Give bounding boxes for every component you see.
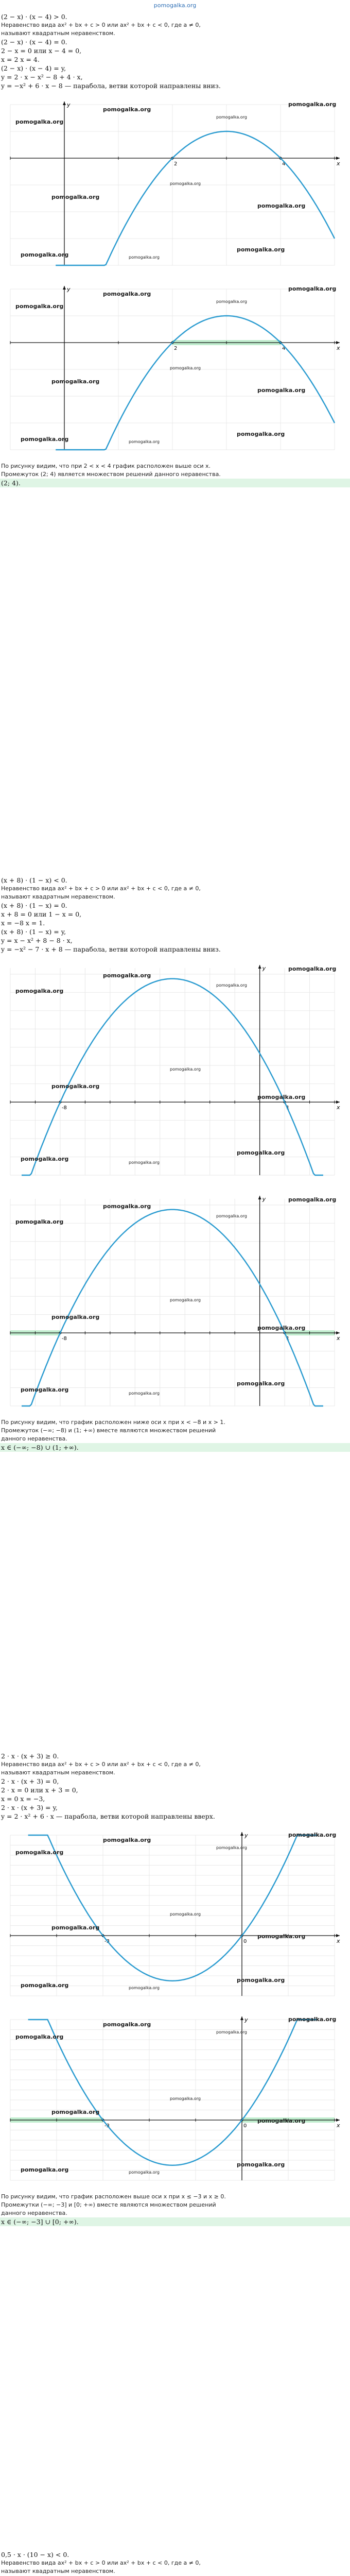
- watermark: pomogalka.org: [103, 1203, 151, 1210]
- parabola-graph: [0, 97, 350, 273]
- x-axis-arrow: [336, 2119, 340, 2122]
- root-label: 2: [174, 346, 178, 351]
- watermark: pomogalka.org: [288, 965, 337, 972]
- watermark: pomogalka.org: [170, 181, 201, 186]
- equation-line: называют квадратным неравенством.: [1, 1769, 115, 1776]
- root-label: -8: [61, 1336, 67, 1342]
- equation-line: x + 8 = 0 или 1 − x = 0,: [1, 910, 82, 918]
- equation-line: (x + 8) · (1 − x) < 0.: [1, 876, 67, 884]
- watermark: pomogalka.org: [21, 436, 69, 443]
- watermark: pomogalka.org: [51, 1083, 100, 1090]
- y-axis-label: y: [244, 2016, 248, 2023]
- answer-line: x ∈ (−∞; −8) ∪ (1; +∞).: [0, 1443, 350, 1452]
- watermark: pomogalka.org: [257, 2117, 306, 2124]
- y-axis-label: y: [67, 286, 71, 293]
- conclusion-line: Промежутки (−∞; −3] и [0; +∞) вместе являются множеством решений: [1, 2201, 216, 2208]
- x-axis-arrow: [336, 1331, 340, 1334]
- equation-line: y = −x² + 6 · x − 8 — парабола, ветви которой направлены вниз.: [1, 82, 221, 90]
- root-label: 2: [174, 161, 178, 167]
- watermark: pomogalka.org: [129, 1160, 160, 1165]
- answer-line: x ∈ (−∞; −3] ∪ [0; +∞).: [0, 2217, 350, 2226]
- equation-line: (2 − x) · (x − 4) = y,: [1, 64, 66, 72]
- watermark: pomogalka.org: [51, 378, 100, 385]
- conclusion-block: [0, 1418, 350, 1452]
- y-axis-arrow: [63, 101, 66, 105]
- watermark: pomogalka.org: [21, 1156, 69, 1162]
- watermark: pomogalka.org: [257, 202, 306, 209]
- watermark: pomogalka.org: [103, 1837, 151, 1843]
- root-label: -3: [104, 2123, 110, 2129]
- x-axis-arrow: [336, 157, 340, 160]
- conclusion-line: По рисунку видим, что график расположен выше оси x при x ≤ −3 и x ≥ 0.: [1, 2193, 226, 2200]
- watermark: pomogalka.org: [257, 387, 306, 394]
- watermark: pomogalka.org: [237, 246, 285, 253]
- watermark: pomogalka.org: [170, 1298, 201, 1302]
- equation-line: 2 − x = 0 или x − 4 = 0,: [1, 47, 82, 55]
- watermark: pomogalka.org: [216, 299, 247, 304]
- watermark: pomogalka.org: [129, 439, 160, 444]
- y-axis-arrow: [63, 286, 66, 290]
- equation-line: (x + 8) · (1 − x) = y,: [1, 928, 66, 936]
- equation-line: 2 · x = 0 или x + 3 = 0,: [1, 1786, 78, 1794]
- conclusion-line: данного неравенства.: [1, 2210, 67, 2216]
- parabola-graph: [0, 282, 350, 457]
- watermark: pomogalka.org: [51, 1314, 100, 1320]
- watermark: pomogalka.org: [257, 1933, 306, 1940]
- watermark: pomogalka.org: [216, 115, 247, 120]
- watermark: pomogalka.org: [216, 983, 247, 988]
- equation-line: x = 0 x = −3,: [1, 1795, 45, 1803]
- parabola-curve: [22, 979, 323, 1175]
- equation-line: y = 2 · x − x² − 8 + 4 · x,: [1, 73, 83, 81]
- watermark: pomogalka.org: [237, 1380, 285, 1387]
- conclusion-line: По рисунку видим, что при 2 < x < 4 график расположен выше оси x.: [1, 463, 211, 469]
- watermark: pomogalka.org: [15, 303, 64, 310]
- equation-line: x = −8 x = 1.: [1, 919, 45, 927]
- watermark: pomogalka.org: [21, 2166, 69, 2173]
- conclusion-line: Промежуток (−∞; −8) и (1; +∞) вместе являются множеством решений: [1, 1427, 216, 1434]
- watermark: pomogalka.org: [216, 2030, 247, 2035]
- x-axis-arrow: [336, 341, 340, 344]
- equation-line: (x + 8) · (1 − x) = 0.: [1, 902, 67, 909]
- watermark: pomogalka.org: [257, 1325, 306, 1331]
- site-title[interactable]: pomogalka.org: [153, 2, 197, 9]
- watermark: pomogalka.org: [15, 1849, 64, 1856]
- watermark: pomogalka.org: [216, 1214, 247, 1218]
- conclusion-line: Промежуток (2; 4) является множеством решений данного неравенства.: [1, 471, 221, 478]
- y-axis-arrow: [258, 1196, 261, 1199]
- watermark: pomogalka.org: [15, 1218, 64, 1225]
- watermark: pomogalka.org: [237, 1977, 285, 1984]
- conclusion-line: По рисунку видим, что график расположен ниже оси x при x < −8 и x > 1.: [1, 1419, 225, 1426]
- watermark: pomogalka.org: [51, 2109, 100, 2115]
- watermark: pomogalka.org: [15, 2033, 64, 2040]
- watermark: pomogalka.org: [15, 988, 64, 994]
- watermark: pomogalka.org: [51, 1924, 100, 1931]
- watermark: pomogalka.org: [103, 106, 151, 113]
- x-axis-label: x: [337, 1104, 340, 1111]
- equation-line: 2 · x · (x + 3) ≥ 0.: [1, 1752, 59, 1760]
- watermark: pomogalka.org: [129, 2170, 160, 2175]
- watermark: pomogalka.org: [170, 2096, 201, 2101]
- equation-line: x = 2 x = 4.: [1, 56, 40, 63]
- y-axis-label: y: [262, 1196, 266, 1202]
- watermark: pomogalka.org: [21, 1386, 69, 1393]
- parabola-curve: [28, 2020, 317, 2165]
- watermark: pomogalka.org: [170, 366, 201, 370]
- watermark: pomogalka.org: [237, 2161, 285, 2168]
- equation-line: Неравенство вида ax² + bx + c > 0 или ax² + bx + c < 0, где a ≠ 0,: [1, 1761, 201, 1768]
- y-axis-label: y: [262, 965, 266, 972]
- watermark: pomogalka.org: [170, 1067, 201, 1072]
- watermark: pomogalka.org: [237, 431, 285, 437]
- watermark: pomogalka.org: [103, 2021, 151, 2028]
- equation-line: Неравенство вида ax² + bx + c > 0 или ax² + bx + c < 0, где a ≠ 0,: [1, 885, 201, 892]
- x-axis-arrow: [336, 1934, 340, 1937]
- watermark: pomogalka.org: [51, 194, 100, 200]
- parabola-curve: [28, 1835, 317, 1981]
- watermark: pomogalka.org: [170, 1912, 201, 1917]
- equation-line: y = 2 · x² + 6 · x — парабола, ветви которой направлены вверх.: [1, 1812, 215, 1820]
- y-axis-label: y: [244, 1832, 248, 1839]
- parabola-graph: [0, 1192, 350, 1413]
- equation-line: y = x − x² + 8 − 8 · x,: [1, 937, 73, 944]
- root-label: -3: [104, 1939, 110, 1944]
- x-axis-label: x: [337, 2122, 340, 2129]
- root-label: 0: [243, 1939, 247, 1944]
- parabola-graph: [0, 2012, 350, 2188]
- watermark: pomogalka.org: [129, 1986, 160, 1990]
- solution-section: [0, 2550, 350, 2576]
- solution-section: [0, 1752, 350, 1821]
- equation-line: y = −x² − 7 · x + 8 — парабола, ветви которой направлены вниз.: [1, 945, 221, 953]
- equation-line: (2 − x) · (x − 4) > 0.: [1, 13, 67, 21]
- watermark: pomogalka.org: [103, 972, 151, 979]
- watermark: pomogalka.org: [288, 2016, 337, 2023]
- x-axis-label: x: [337, 1335, 340, 1342]
- equation-line: называют квадратным неравенством.: [1, 2568, 115, 2574]
- watermark: pomogalka.org: [257, 1094, 306, 1100]
- parabola-graph: [0, 1828, 350, 2003]
- root-label: 0: [243, 2123, 247, 2129]
- x-axis-arrow: [336, 1100, 340, 1104]
- watermark: pomogalka.org: [21, 251, 69, 258]
- parabola-curve: [22, 1210, 323, 1406]
- x-axis-label: x: [337, 160, 340, 167]
- root-label: 1: [286, 1105, 290, 1111]
- y-axis-arrow: [240, 1832, 243, 1836]
- equation-line: называют квадратным неравенством.: [1, 30, 115, 37]
- root-label: -8: [61, 1105, 67, 1111]
- parabola-graph: [0, 961, 350, 1182]
- watermark: pomogalka.org: [288, 1832, 337, 1838]
- conclusion-block: [0, 462, 350, 487]
- x-axis-label: x: [337, 1938, 340, 1944]
- watermark: pomogalka.org: [129, 1391, 160, 1396]
- y-axis-arrow: [258, 965, 261, 969]
- equation-line: 2 · x · (x + 3) = y,: [1, 1804, 58, 1811]
- root-label: 4: [282, 161, 286, 167]
- watermark: pomogalka.org: [288, 285, 337, 292]
- watermark: pomogalka.org: [15, 118, 64, 125]
- watermark: pomogalka.org: [21, 1982, 69, 1989]
- equation-line: 0,5 · x · (10 − x) < 0.: [1, 2551, 69, 2558]
- y-axis-label: y: [67, 101, 71, 108]
- solution-section: [0, 876, 350, 954]
- equation-line: (2 − x) · (x − 4) = 0.: [1, 38, 67, 46]
- solution-section: [0, 12, 350, 90]
- conclusion-line: данного неравенства.: [1, 1435, 67, 1442]
- equation-line: называют квадратным неравенством.: [1, 893, 115, 900]
- y-axis-arrow: [240, 2016, 243, 2020]
- root-label: 4: [282, 346, 286, 351]
- x-axis-label: x: [337, 345, 340, 351]
- watermark: pomogalka.org: [288, 101, 337, 108]
- equation-line: Неравенство вида ax² + bx + c > 0 или ax² + bx + c < 0, где a ≠ 0,: [1, 22, 201, 28]
- watermark: pomogalka.org: [216, 1845, 247, 1850]
- watermark: pomogalka.org: [288, 1196, 337, 1203]
- root-label: 1: [286, 1336, 290, 1342]
- equation-line: 2 · x · (x + 3) = 0,: [1, 1777, 59, 1785]
- conclusion-block: [0, 2193, 350, 2226]
- watermark: pomogalka.org: [129, 255, 160, 260]
- watermark: pomogalka.org: [237, 1149, 285, 1156]
- watermark: pomogalka.org: [103, 291, 151, 297]
- equation-line: Неравенство вида ax² + bx + c > 0 или ax² + bx + c < 0, где a ≠ 0,: [1, 2560, 201, 2566]
- answer-line: (2; 4).: [0, 479, 350, 487]
